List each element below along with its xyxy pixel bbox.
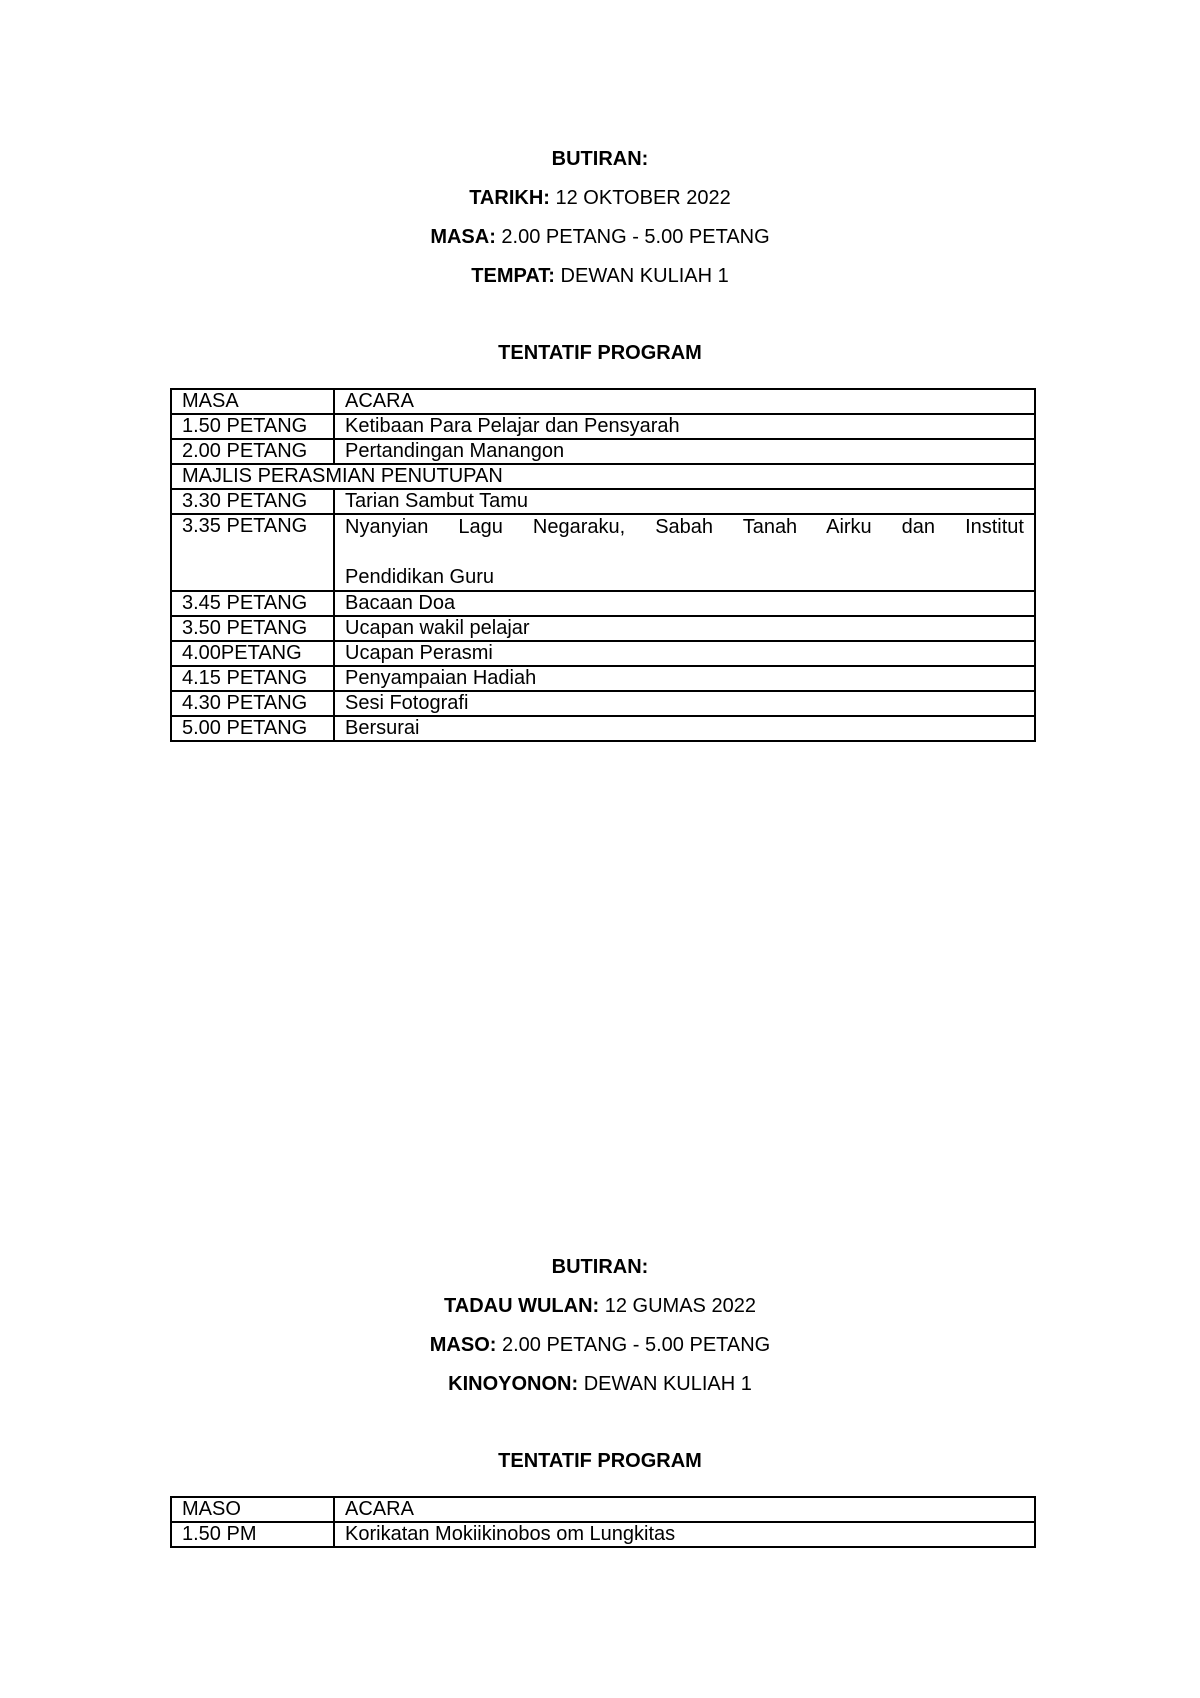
table-row [171,591,1035,616]
header-time: MASA [171,389,334,414]
time-label: MASO: [429,1334,497,1356]
row-time: 3.30 PETANG [171,489,334,514]
row-time: 4.15 PETANG [171,666,334,691]
date-value: 12 OKTOBER 2022 [555,187,731,209]
table-row [171,439,1035,464]
header-event: ACARA [334,1497,1035,1522]
row-time: 3.35 PETANG [171,514,334,591]
date-line [0,186,1200,210]
row-event: Ucapan Perasmi [334,641,1035,666]
row-event: Korikatan Mokiikinobos om Lungkitas [334,1522,1035,1547]
table-row [171,716,1035,741]
row-event: Bersurai [334,716,1035,741]
row-time: 4.00PETANG [171,641,334,666]
schedule-table [170,1496,1036,1548]
header-time: MASO [171,1497,334,1522]
row-event: Ketibaan Para Pelajar dan Pensyarah [334,414,1035,439]
row-event [334,514,1035,591]
date-label: TARIKH: [469,187,550,209]
table-row [171,489,1035,514]
time-line [0,225,1200,249]
row-event-line-2: Pendidikan Guru [345,566,494,588]
row-event: Tarian Sambut Tamu [334,489,1035,514]
time-value: 2.00 PETANG - 5.00 PETANG [501,226,770,248]
table-row [171,666,1035,691]
row-event: Pertandingan Manangon [334,439,1035,464]
table-row [171,641,1035,666]
place-value: DEWAN KULIAH 1 [583,1373,752,1395]
row-event: Penyampaian Hadiah [334,666,1035,691]
time-value: 2.00 PETANG - 5.00 PETANG [501,1334,771,1356]
section-title-cell: MAJLIS PERASMIAN PENUTUPAN [171,464,1035,489]
row-time: 2.00 PETANG [171,439,334,464]
table-row [171,414,1035,439]
table-header-row [171,1497,1035,1522]
row-time: 1.50 PM [171,1522,334,1547]
place-value: DEWAN KULIAH 1 [560,265,729,287]
table-row [171,1522,1035,1547]
table-header-row [171,389,1035,414]
details-heading: BUTIRAN: [551,1256,649,1278]
program-title: TENTATIF PROGRAM [498,342,702,364]
program-title: TENTATIF PROGRAM [498,1450,702,1472]
header-event: ACARA [334,389,1035,414]
row-event: Sesi Fotografi [334,691,1035,716]
row-time: 3.45 PETANG [171,591,334,616]
row-time: 5.00 PETANG [171,716,334,741]
place-line [0,1372,1200,1396]
table-row-section-title [171,464,1035,489]
table-row [171,691,1035,716]
time-label: MASA: [430,226,496,248]
place-label: KINOYONON: [448,1373,579,1395]
row-time: 3.50 PETANG [171,616,334,641]
table-row [171,514,1035,591]
schedule-table [170,388,1036,742]
date-value: 12 GUMAS 2022 [604,1295,756,1317]
row-time: 1.50 PETANG [171,414,334,439]
row-time: 4.30 PETANG [171,691,334,716]
place-line [0,264,1200,288]
table-row [171,616,1035,641]
details-heading: BUTIRAN: [551,148,649,170]
row-event: Ucapan wakil pelajar [334,616,1035,641]
row-event-line-1: Nyanyian Lagu Negaraku, Sabah Tanah Airku dan Institut [345,516,1024,538]
time-line [0,1333,1200,1357]
place-label: TEMPAT: [471,265,555,287]
date-line [0,1294,1200,1318]
date-label: TADAU WULAN: [444,1295,600,1317]
row-event: Bacaan Doa [334,591,1035,616]
